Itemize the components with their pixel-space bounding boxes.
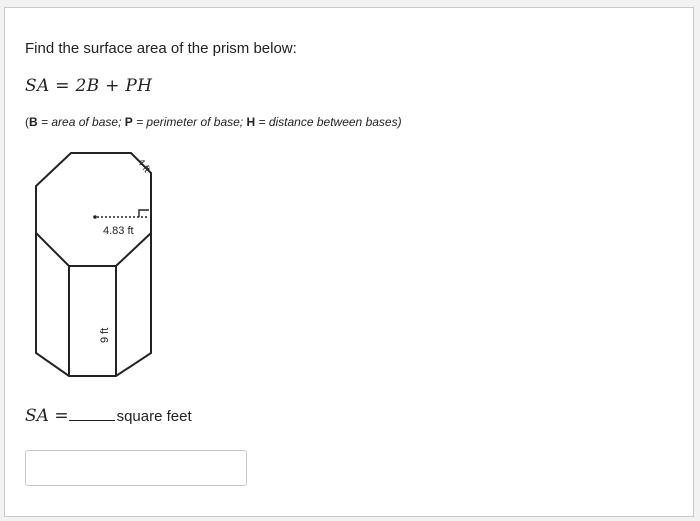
formula-equals: = (49, 76, 76, 96)
answer-row (25, 406, 192, 430)
prism-front-face (69, 266, 116, 376)
height-label: 9 ft (99, 327, 111, 343)
legend-h-text: = distance between bases) (255, 115, 402, 129)
legend-p-text: = perimeter of base; (132, 115, 247, 129)
formula-legend (25, 115, 402, 129)
legend-p-key: P (124, 115, 133, 129)
octagonal-prism-diagram (31, 148, 171, 388)
answer-unit: square feet (116, 408, 192, 425)
side-length-label: 4 ft (134, 157, 152, 175)
apothem-label: 4.83 ft (103, 225, 134, 237)
surface-area-formula (25, 76, 152, 96)
answer-variable: SA (25, 406, 49, 426)
legend-h-key: H (246, 115, 256, 129)
answer-input[interactable] (25, 450, 247, 486)
formula-lhs: SA (25, 76, 50, 96)
answer-blank-line (69, 406, 115, 421)
question-prompt: Find the surface area of the prism below: (25, 40, 297, 57)
answer-equals: = (48, 406, 69, 426)
legend-b-text: = area of base; (37, 115, 125, 129)
formula-rhs: 2B + PH (75, 76, 153, 96)
question-card (4, 7, 694, 517)
apothem-marker (93, 210, 149, 219)
prism-top-edge-left (36, 186, 151, 266)
prism-outline (36, 153, 151, 376)
legend-open-paren: ( (25, 115, 29, 129)
legend-b-key: B (29, 115, 38, 129)
